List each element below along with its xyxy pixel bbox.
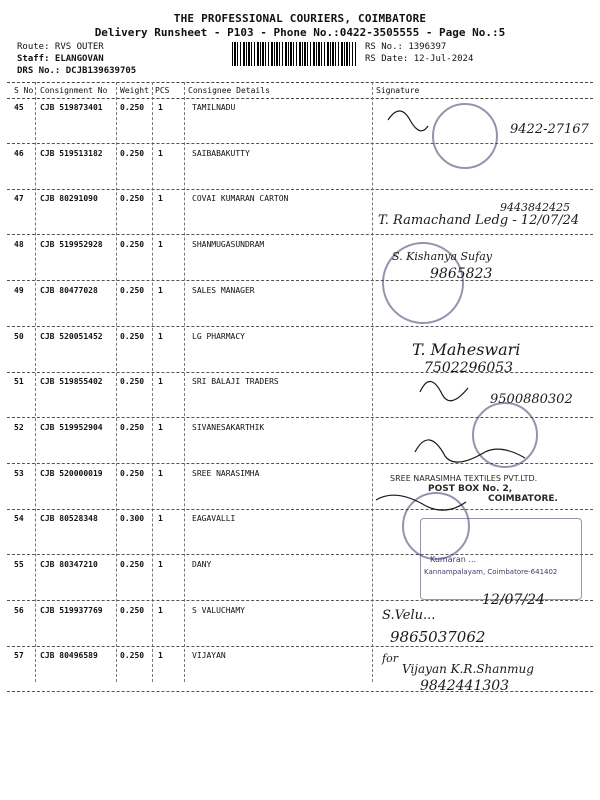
row-sno: 46 bbox=[14, 148, 24, 158]
row-weight: 0.250 bbox=[120, 285, 145, 295]
row-consignment-no: CJB 519952928 bbox=[40, 240, 103, 250]
row-pcs: 1 bbox=[158, 331, 163, 341]
row-sno: 50 bbox=[14, 331, 24, 341]
row-weight: 0.250 bbox=[120, 651, 145, 661]
row-sno: 48 bbox=[14, 240, 24, 250]
runsheet-meta-right bbox=[365, 41, 473, 65]
row-pcs: 1 bbox=[158, 514, 163, 524]
row-consignment-no: CJB 80347210 bbox=[40, 560, 98, 569]
row-consignment-no: CJB 520051452 bbox=[40, 331, 103, 341]
row-pcs: 1 bbox=[158, 194, 163, 204]
row-weight: 0.250 bbox=[120, 103, 145, 112]
row-consignment-no: CJB 519937769 bbox=[40, 605, 103, 615]
rs-date: RS Date: 12-Jul-2024 bbox=[365, 54, 474, 64]
rs-number: RS No.: 1396397 bbox=[365, 42, 447, 52]
row-weight: 0.250 bbox=[120, 148, 145, 158]
row-consignee: SREE NARASIMHA bbox=[192, 468, 260, 478]
row-consignee: SIVANESAKARTHIK bbox=[192, 422, 265, 432]
signature-50: T. Maheswari bbox=[412, 340, 521, 359]
stamp-text-55b: Kannampalayam, Coimbatore-641402 bbox=[424, 568, 558, 576]
row-consignment-no: CJB 80291090 bbox=[40, 194, 98, 204]
row-consignment-no: CJB 80528348 bbox=[40, 514, 98, 524]
row-sno: 55 bbox=[14, 560, 24, 569]
col-header-signature: Signature bbox=[376, 86, 420, 95]
row-pcs: 1 bbox=[158, 651, 163, 661]
row-consignment-no: CJB 80496589 bbox=[40, 651, 98, 661]
row-consignee: TAMILNADU bbox=[192, 103, 236, 112]
runsheet-barcode bbox=[232, 42, 356, 66]
row-weight: 0.300 bbox=[120, 514, 145, 524]
row-sno: 45 bbox=[14, 103, 24, 112]
row-weight: 0.250 bbox=[120, 240, 145, 250]
row-sno: 56 bbox=[14, 605, 24, 615]
row-consignee: EAGAVALLI bbox=[192, 514, 236, 524]
signature-phone-47: 9443842425 bbox=[500, 201, 570, 214]
table-row bbox=[7, 236, 593, 281]
row-consignee: VIJAYAN bbox=[192, 651, 226, 661]
row-weight: 0.250 bbox=[120, 331, 145, 341]
signature-57: Vijayan K.R.Shanmug bbox=[402, 662, 534, 676]
col-header-consignee: Consignee Details bbox=[188, 86, 270, 95]
row-consignment-no: CJB 519855402 bbox=[40, 377, 103, 387]
table-row bbox=[7, 99, 593, 144]
row-consignee: DANY bbox=[192, 560, 212, 569]
stamp-text-53b: POST BOX No. 2, bbox=[428, 484, 513, 494]
signature-phone-48: 9865823 bbox=[430, 266, 493, 282]
row-weight: 0.250 bbox=[120, 194, 145, 204]
signature-56: S.Velu... bbox=[382, 608, 436, 623]
row-sno: 53 bbox=[14, 468, 24, 478]
signature-note-45: 9422-27167 bbox=[510, 122, 589, 137]
row-consignee: SHANMUGASUNDRAM bbox=[192, 240, 265, 250]
company-stamp bbox=[472, 402, 538, 468]
row-consignee: S VALUCHAMY bbox=[192, 605, 245, 615]
stamp-text-55a: Kumaran ... bbox=[430, 555, 477, 564]
row-consignee: LG PHARMACY bbox=[192, 331, 245, 341]
signature-48: S. Kishanya Sufay bbox=[392, 250, 492, 263]
row-consignment-no: CJB 519513182 bbox=[40, 148, 103, 158]
staff-label: Staff: ELANGOVAN bbox=[17, 54, 104, 64]
signature-phone-50: 7502296053 bbox=[424, 360, 514, 376]
signature-phone-56: 9865037062 bbox=[390, 628, 486, 646]
signature-for-57: for bbox=[382, 652, 398, 665]
col-header-weight: Weight bbox=[120, 86, 149, 95]
signature-phone-57: 9842441303 bbox=[420, 678, 510, 694]
row-sno: 54 bbox=[14, 514, 24, 524]
row-weight: 0.250 bbox=[120, 468, 145, 478]
row-sno: 57 bbox=[14, 651, 24, 661]
row-pcs: 1 bbox=[158, 103, 163, 112]
row-pcs: 1 bbox=[158, 148, 163, 158]
row-consignment-no: CJB 80477028 bbox=[40, 285, 98, 295]
row-consignee: SRI BALAJI TRADERS bbox=[192, 377, 279, 387]
row-consignee: SALES MANAGER bbox=[192, 285, 255, 295]
signature-phone-51: 9500880302 bbox=[490, 392, 573, 407]
drs-number: DRS No.: DCJB139639705 bbox=[17, 66, 137, 76]
college-stamp bbox=[432, 103, 498, 169]
row-consignee: SAIBABAKUTTY bbox=[192, 148, 250, 158]
table-row bbox=[7, 602, 593, 647]
signature-date-55: 12/07/24 bbox=[482, 592, 545, 608]
row-consignment-no: CJB 520000019 bbox=[40, 468, 103, 478]
row-pcs: 1 bbox=[158, 560, 163, 569]
table-row bbox=[7, 282, 593, 327]
runsheet-meta-left bbox=[17, 41, 136, 77]
row-weight: 0.250 bbox=[120, 560, 145, 569]
row-pcs: 1 bbox=[158, 605, 163, 615]
table-row bbox=[7, 145, 593, 190]
col-header-pcs: PCS bbox=[155, 86, 170, 95]
company-title: THE PROFESSIONAL COURIERS, COIMBATORE bbox=[173, 12, 427, 25]
row-pcs: 1 bbox=[158, 468, 163, 478]
row-weight: 0.250 bbox=[120, 422, 145, 432]
col-header-sno: S No bbox=[14, 86, 34, 95]
row-pcs: 1 bbox=[158, 422, 163, 432]
row-weight: 0.250 bbox=[120, 377, 145, 387]
row-sno: 51 bbox=[14, 377, 24, 387]
row-sno: 47 bbox=[14, 194, 24, 204]
row-consignment-no: CJB 519873401 bbox=[40, 103, 103, 112]
row-pcs: 1 bbox=[158, 240, 163, 250]
route-label: Route: RVS OUTER bbox=[17, 42, 104, 52]
signature-47: T. Ramachand Ledg - 12/07/24 bbox=[378, 213, 580, 228]
row-pcs: 1 bbox=[158, 285, 163, 295]
runsheet-title: Delivery Runsheet - P103 - Phone No.:0422-3505555 - Page No.:5 bbox=[94, 26, 506, 39]
row-weight: 0.250 bbox=[120, 605, 145, 615]
header-top-rule bbox=[7, 82, 593, 83]
col-header-consignment: Consignment No bbox=[40, 86, 108, 95]
stamp-text-53c: COIMBATORE. bbox=[488, 494, 558, 504]
row-pcs: 1 bbox=[158, 377, 163, 387]
row-consignee: COVAI KUMARAN CARTON bbox=[192, 194, 289, 204]
stamp-text-53a: SREE NARASIMHA TEXTILES PVT.LTD. bbox=[390, 474, 538, 483]
row-sno: 52 bbox=[14, 422, 24, 432]
row-consignment-no: CJB 519952904 bbox=[40, 422, 103, 432]
row-sno: 49 bbox=[14, 285, 24, 295]
